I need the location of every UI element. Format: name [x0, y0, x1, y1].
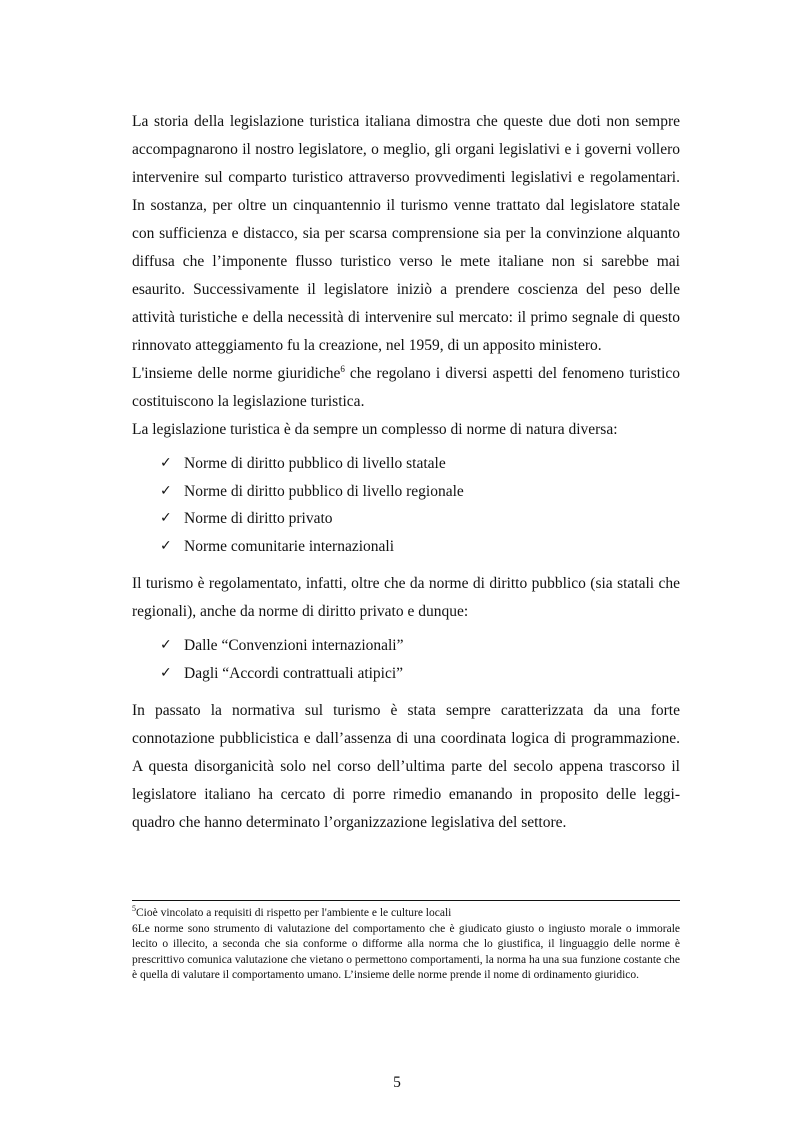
paragraph-regulation: Il turismo è regolamentato, infatti, oltre che da norme di diritto pubblico (sia statali che regionali), anche da norme di diritto privato e dunque: — [132, 575, 680, 620]
norms-list — [132, 450, 680, 560]
definition-text-start: L'insieme delle norme giuridiche — [132, 365, 341, 382]
footnotes — [132, 906, 680, 984]
footnote-ref-6[interactable]: 6 — [340, 363, 345, 374]
page-number: 5 — [393, 1074, 401, 1091]
private-law-list — [132, 632, 680, 687]
footnote-5: $^5$Cioè vincolato a requisiti di rispetto per l'ambiente e le culture locali — [132, 904, 452, 919]
paragraph-complex: La legislazione turistica è da sempre un complesso di norme di natura diversa: — [132, 421, 618, 438]
checkmark-icon: ✓ — [160, 537, 172, 554]
definition-text-end: che regolano i diversi aspetti del fenomeno turistico costituiscono la legislazione turistica. — [132, 365, 681, 410]
checkmark-icon: ✓ — [160, 637, 172, 653]
footnote-6: 6Le norme sono strumento di valutazione del comportamento che è giudicato giusto o ingiusto morale o immorale lecito o illecito, a seconda che sia conforme o difforme alla norma che lo giustifica, il linguaggio delle norme è prescrittivo comunica valutazione che vietano o permettono comportamenti, la norma ha una sua funzione costante che è quella di valutare il comportamento umano. L’insieme delle norme prende il nome di ordinamento giuridico. — [132, 922, 680, 981]
list-item: ✓ Norme comunitarie internazionali — [160, 533, 680, 561]
list-item: ✓ Dagli “Accordi contrattuali atipici” — [160, 660, 680, 688]
checkmark-icon: ✓ — [160, 482, 172, 499]
checkmark-icon: ✓ — [160, 510, 172, 526]
list-item: ✓ Norme di diritto privato — [160, 505, 680, 533]
checkmark-icon: ✓ — [160, 455, 172, 471]
checkmark-icon: ✓ — [160, 664, 172, 681]
paragraph-history: La storia della legislazione turistica italiana dimostra che queste due doti non sempre accompagnarono il nostro legislatore, o meglio, gli organi legislativi e i governi vollero intervenire sul comparto turistico attraverso provvedimenti legislativi e regolamentari. In sostanza, per oltre un cinquantennio il turismo venne trattato dal legislatore statale con sufficienza e distacco, sia per scarsa comprensione sia per la convinzione alquanto diffusa che l’imponente flusso turistico verso le mete italiane non si sarebbe mai esaurito. Successivamente il legislatore iniziò a prendere coscienza del peso delle attività turistiche e della necessità di intervenire sul mercato: il primo segnale di questo rinnovato atteggiamento fu la creazione, nel 1959, di un apposito ministero. — [132, 113, 680, 354]
paragraph-past-regulation: In passato la normativa sul turismo è stata sempre caratterizzata da una forte connotazione pubblicistica e dall’assenza di una coordinata logica di programmazione. A questa disorganicità solo nel corso dell’ultima parte del secolo appena trascorso il legislatore italiano ha cercato di porre rimedio emanando in proposito delle leggi-quadro che hanno determinato l’organizzazione legislativa del settore. — [132, 702, 680, 831]
footnote-separator — [132, 900, 680, 901]
list-item: ✓ Dalle “Convenzioni internazionali” — [160, 632, 680, 660]
page-body — [132, 108, 680, 837]
list-item: ✓ Norme di diritto pubblico di livello statale — [160, 450, 680, 478]
paragraph-definition — [132, 360, 680, 416]
list-item: ✓ Norme di diritto pubblico di livello regionale — [160, 478, 680, 506]
footnote-5-number: 5 — [132, 904, 136, 914]
